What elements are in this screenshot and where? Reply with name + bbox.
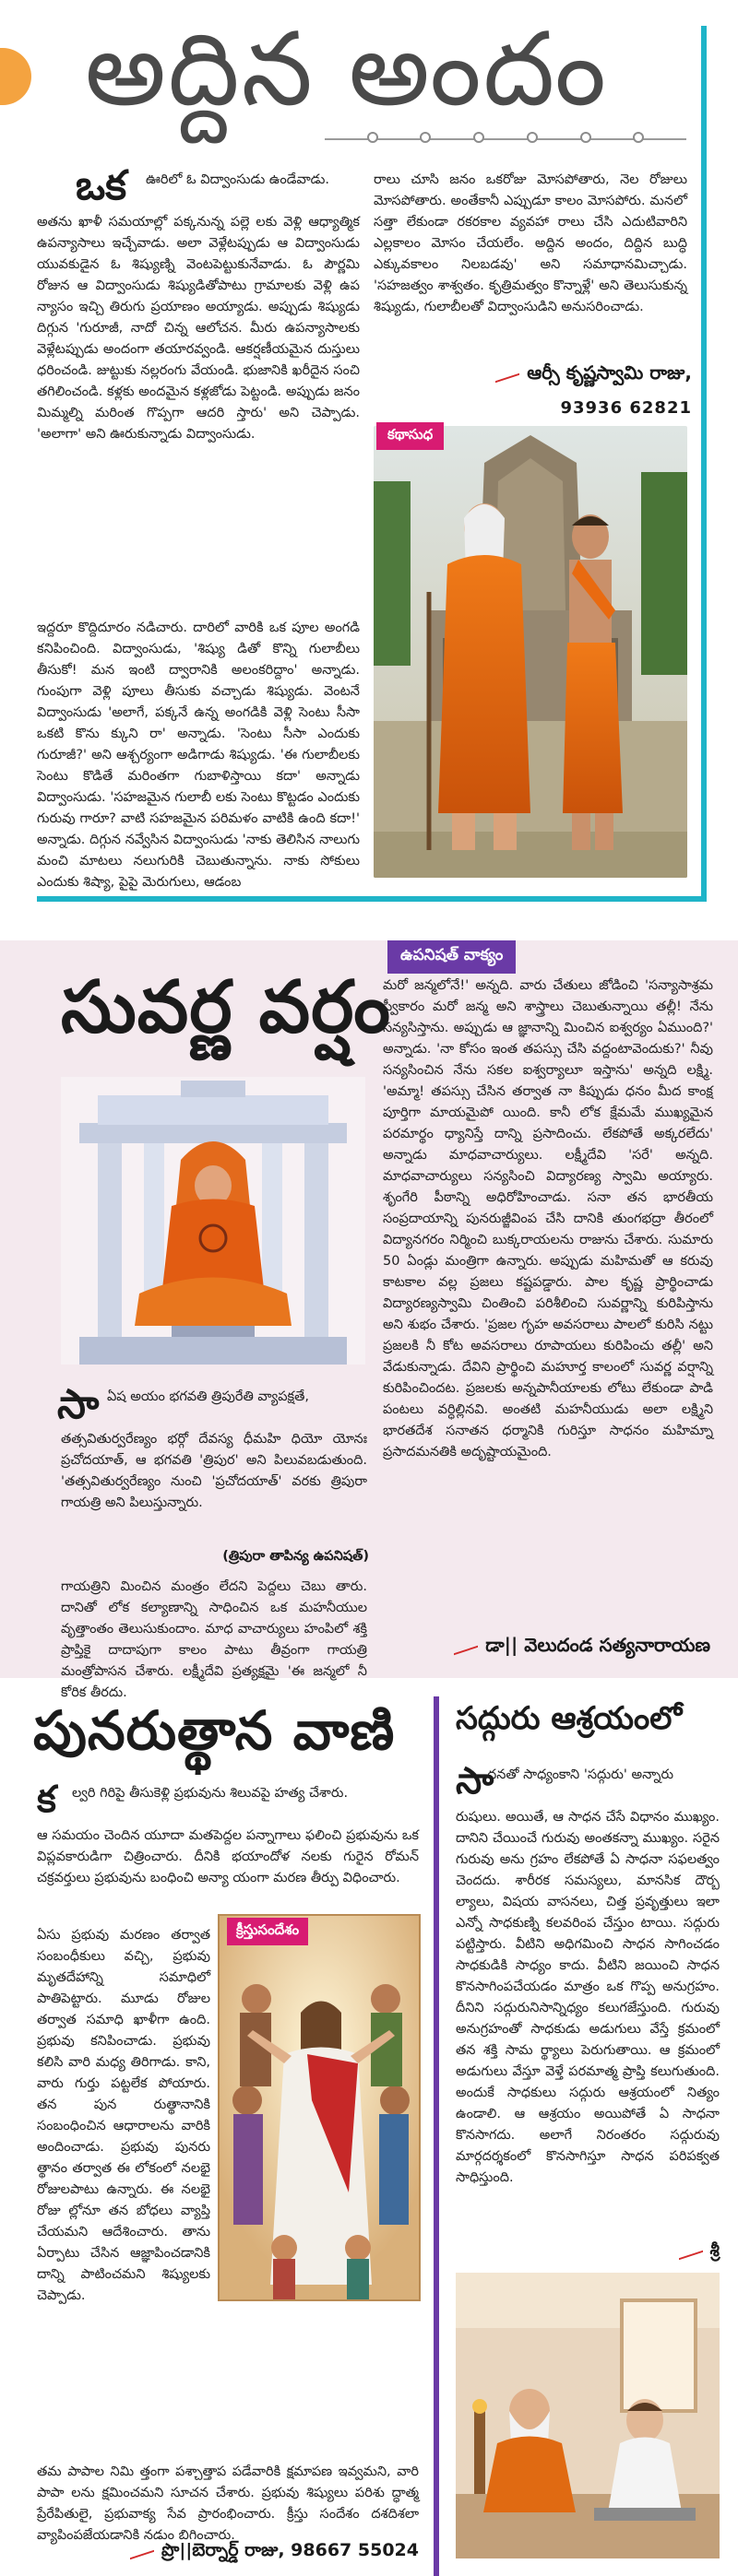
pen-icon xyxy=(495,362,519,383)
temple-scene-svg xyxy=(374,426,687,878)
article2-col1: తత్సవితుర్వరేణ్యం భర్గో దేవస్య ధీమహి ధియో యోనః ప్రచోదయాత్, ఆ భగవతి 'త్రిపుర' అని పిలువబడుతుంది. 'తత్సవితుర్వరేణ్యం నుంచి 'ప్రచోదయాత్' వరకు త్రిపురా గాయత్రి అని పిలుస్తున్నారు. xyxy=(61,1432,372,1510)
title-rule-dots xyxy=(325,132,686,143)
article1-col1: అతను ఖాళీ సమయాల్లో పక్కనున్న పల్లె లకు వెళ్లి ఆధ్యాత్మిక ఉపన్యాసాలు ఇచ్చేవాడు. అలా వెళ్లేటప్పుడు ఆ విద్వాంసుడు యువకుడైన ఓ శిష్యుణ్ని వెంటపెట్టుకునేవాడు. ఓ పౌర్ణమి రోజున ఆ విద్వాంసుడు శిష్యుడితోపాటు గ్రామాలకు వెళ్లి ఉప న్యాసం ఇచ్చి తిరుగు ప్రయాణం అయ్యాడు. అప్పుడు శిష్యుడు దిగ్గున 'గురూజీ, నాదో చిన్న ఆలోచన. మీరు ఉపన్యాసాలకు వెళ్లేటప్పుడు అందంగా తయారవ్వండి. ఆకర్షణీయమైన దుస్తులు ధరించండి. జుట్టుకు నల్లరంగు వేయండి. భుజానికి ఖరీదైన సంచి తగిలించండి. కళ్లకు అందమైన కళ్లజోడు పెట్టండి. అప్పుడు జనం మిమ్మల్ని మరింత గొప్పగా ఆదరి స్తారు' అని చెప్పాడు. 'అలాగా' అని ఊరుకున్నాడు విద్వాంసుడు. xyxy=(37,215,364,442)
teal-frame-right xyxy=(701,26,707,902)
article3-column: ఏసు ప్రభువు మరణం తర్వాత సంబంధీకులు వచ్చి, ప్రభువు మృతదేహాన్ని సమాధిలో పాతిపెట్టారు. మూడు రోజుల తర్వాత సమాధి ఖాళీగా ఉంది. ప్రభువు కనిపించాడు. ప్రభువు కలిసి వారి మధ్య తిరిగాడు. కాని, వారు గుర్తు పట్టలేక పోయారు. తన పున రుత్థానానికి సంబంధించిన ఆధారాలను వారికి అందించాడు. ప్రభువు పునరు త్థానం తర్వాత ఈ లోకంలో నలభై రోజులపాటు ఉన్నారు. ఈ నలభై రోజు ల్లోనూ తన బోధలు వ్యాప్తి చేయమని ఆదేశించారు. తాను ఏర్పాటు చేసిన ఆజ్ఞాపించడానికి దాన్ని పాటించమని శిష్యులకు చెప్పాడు. xyxy=(37,1928,215,2303)
rule-dot xyxy=(527,132,538,143)
goddess-illustration xyxy=(61,1077,365,1365)
rule-dot xyxy=(473,132,484,143)
article-punarutthana-vani xyxy=(0,1696,429,2576)
article4-author xyxy=(456,2240,720,2265)
drop-cap: ఒక xyxy=(76,162,127,209)
rule-dot xyxy=(580,132,591,143)
article4-first-line: ధనతో సాధ్యంకాని 'సద్గురు' అన్నారు xyxy=(487,1767,674,1782)
author-name: ప్రొ||బెర్నార్డ్ రాజు, 98667 55024 xyxy=(161,2540,419,2560)
article3-closing: తమ పాపాల నిమి త్తంగా పశ్చాత్తాప పడేవారికి క్షమాపణ ఇవ్వమని, వారి పాపా లను క్షమించమని సూచన చేశారు. ప్రభువు శిష్యులు పరిశు ద్ధాత్మ ప్రేరేపితులై, ప్రభువాక్య సేవ ప్రారంభించారు. క్రీస్తు సందేశం దశదిశలా వ్యాపింపజేయడానికి నడుం బిగించారు. xyxy=(37,2464,423,2543)
pen-icon xyxy=(454,1635,478,1655)
article2-source: (త్రిపురా తాపిన్య ఉపనిషత్) xyxy=(222,1549,369,1564)
teal-frame-bottom xyxy=(37,896,707,902)
article1-col2: రాలు చూసి జనం ఒకరోజు మోసపోతారు, నెల రోజులు మోసపోతారు. అంతేకానీ ఎప్పుడూ కాలం మోసపోరు. మనలో సత్తా లేకుండా రకరకాల వ్యవహా రాలు చేసి ఎదుటివారిని ఎల్లకాలం మోసం చేయలేం. అద్దిన అందం, దిద్దిన బుద్ధి ఎక్కువకాలం నిలబడవు' అని సమాధానమిచ్చాడు. 'సహజత్వం శాశ్వతం. కృత్రిమత్వం కొన్నాళ్లే' అని తెలుసుకున్న శిష్యుడు, గులాబీలతో విద్వాంసుడిని అనుసరించాడు. xyxy=(374,172,692,314)
author-name: శ్రీ xyxy=(709,2240,720,2261)
rule-dot xyxy=(367,132,378,143)
pen-icon xyxy=(130,2539,154,2559)
author-name: డా|| వెలుదండ సత్యనారాయణ xyxy=(485,1634,710,1656)
article4-body: రుషులు. అయితే, ఆ సాధన చేసే విధానం ముఖ్యం. దానిని చేయించే గురువు అంతకన్నా ముఖ్యం. సరైన గురువు అను గ్రహం లేకపోతే ఏ సాధనా సఫలత్వం చెందదు. శారీరక సమస్యలు, మానసిక దౌర్బ ల్యాలు, విషయ వాసనలు, చిత్త ప్రవృత్తులు ఇలా ఎన్నో సాధకుణ్ని కలవరింప చేస్తుం టాయి. సద్గురు పట్టిస్తారు. వీటిని అధిగమించి సాధన సాగించడం సాధకుడికి సాధ్యం కాదు. వీటిని జయించి సాధన కొనసాగింపచేయడం మాత్రం ఒక గొప్ప అనుగ్రహం. దీనిని సద్గురునిసాన్నిధ్యం కలుగజేస్తుంది. గురువు అనుగ్రహంతో సాధకుడు అడుగులు వేస్తే క్రమంలో తన శక్తి సామ ర్థ్యాలు పెరుగుతాయి. ఆ క్రమంలో అడుగులు వేస్తూ వెళ్తే పరమాత్మ ప్రాప్తి కలుగుతుంది. అందుకే సాధకులు సద్గురు ఆశ్రయంలో నిత్యం ఉండాలి. ఆ ఆశ్రయం అయిపోతే ఏ సాధనా కొనసాగదు. అలాగే నిరంతరం సద్గురువు మార్గదర్శకంలో కొనసాగిస్తూ సాధన పరిపక్వత సాధిస్తుంది. xyxy=(456,1810,724,2185)
article4-title: సద్గురు ఆశ్రయంలో xyxy=(456,1700,683,1737)
rule-dot xyxy=(633,132,644,143)
resurrection-scene-svg xyxy=(220,1916,421,2301)
drop-cap: క xyxy=(37,1778,56,1821)
meditation-room-svg xyxy=(456,2273,720,2558)
article-addina-andam xyxy=(0,0,738,908)
drop-cap: సా xyxy=(57,1381,100,1428)
article2-author xyxy=(387,1634,710,1660)
pen-icon xyxy=(679,2239,703,2260)
article1-col1-part2: ఇద్దరూ కొద్దిదూరం నడిచారు. దారిలో వారికి ఒక పూల అంగడి కనిపించింది. విద్వాంసుడు, 'శిష్యు డితో కొన్ని గులాబీలు తీసుకో! మన ఇంటి ద్వారానికి అలంకరిద్దాం' అన్నాడు. గుంపుగా వెళ్లి పూలు తీసుకు వచ్చాడు శిష్యుడు. వెంటనే విద్వాంసుడు 'అలాగే, పక్కనే ఉన్న అంగడికి వెళ్లి సెంటు సీసా ఒకటి కొను క్కుని రా' అన్నాడు. 'సెంటు సీసా ఎందుకు గురూజీ?' అని ఆశ్చర్యంగా అడిగాడు శిష్యుడు. 'ఈ గులాబీలకు సెంటు కొడితే మరింతగా గుబాళిస్తాయి కదా' అన్నాడు విద్వాంసుడు. 'సహజమైన గులాబీ లకు సెంటు కొట్టడం ఎందుకు గురువు గారూ? వాటి సహజమైన పరిమళం వాటికి ఉంది కదా!' అన్నాడు. దిగ్గున నవ్వేసిన విద్వాంసుడు 'నాకు తెలిసిన నాలుగు మంచి మాటలు నలుగురికి చెబుతున్నాను. నాకు సోకులు ఎందుకు శిష్యా, పైపై మెరుగులు, ఆడంబ xyxy=(37,620,364,890)
article2-col1-part2: గాయత్రిని మించిన మంత్రం లేదని పెద్దలు చెబు తారు. దానితో లోక కల్యాణాన్ని సాధించిన ఒక మహనీయుల వృత్తాంతం తెలుసుకుందాం. మాధ వాచార్యులు హంపిలో శక్తి ప్రాప్తికై దాదాపుగా కాలం పాటు తీవ్రంగా గాయత్రి మంత్రోపాసన చేశారు. లక్ష్మీదేవి ప్రత్యక్షమై 'ఈ జన్మలో నీ కోరిక తీరదు. xyxy=(61,1579,372,1700)
rule-dot xyxy=(420,132,431,143)
article3-title: పునరుత్థాన వాణి xyxy=(33,1699,396,1762)
article3-intro: ఆ సమయం చెందిన యూదా మతపెద్దల పన్నాగాలు ఫలించి ప్రభువును ఒక విప్లవకారుడిగా చిత్రించారు. దీనికి భయాందోళ నలకు గురైన రోమన్ చక్రవర్తులు ప్రభువును బంధించి అన్యా యంగా మరణ తీర్పు విధించారు. xyxy=(37,1828,423,1885)
article1-author xyxy=(461,361,692,388)
author-name: ఆర్సీ కృష్ణస్వామి రాజు, xyxy=(527,361,692,384)
article1-first-line: ఊరిలో ఓ విద్వాంసుడు ఉండేవాడు. xyxy=(146,172,330,187)
article-suvarna-varsham xyxy=(0,940,738,1700)
drop-cap: సా xyxy=(456,1760,494,1802)
article1-phone: 93936 62821 xyxy=(560,398,692,418)
article1-title: అద్దిన అందం xyxy=(85,10,609,128)
article-sadguru-ashrayamlo xyxy=(434,1696,738,2576)
sage-and-disciple-illustration xyxy=(374,426,687,878)
article2-first-line: ఏష అయం భగవతి త్రిపురేతి వ్యాపక్షతే, xyxy=(107,1389,310,1404)
article3-author xyxy=(37,2540,419,2565)
guru-and-seeker-illustration xyxy=(456,2273,720,2558)
mandapam-goddess-svg xyxy=(61,1077,365,1365)
jesus-illustration xyxy=(218,1914,421,2301)
article3-first-line: ల్వరి గిరిపై తీసుకెళ్లి ప్రభువును శిలువపై హత్య చేశారు. xyxy=(72,1786,349,1801)
section-tag-upanishad: ఉపనిషత్ వాక్యం xyxy=(387,940,516,974)
section-tag-kathasudha: కథాసుధ xyxy=(376,422,444,450)
section-tag-kreestu-sandesam: క్రీస్తుసందేశం xyxy=(227,1918,308,1945)
article2-title: సువర్ణ వర్షం xyxy=(61,966,391,1049)
orange-accent-tab xyxy=(0,48,31,105)
article2-col2: మరో జన్మలోనే!' అన్నది. వారు చేతులు జోడించి 'సన్యాసాశ్రమ స్వీకారం మరో జన్మ అని శాస్త్రాలు చెబుతున్నాయి తల్లీ! నేను సన్యసిస్తాను. అప్పుడు ఆ జ్ఞానాన్ని మించిన ఐశ్వర్యం ఏముంది?' అన్నాడు. 'నా కోసం ఇంత తపస్సు చేసి వద్దంటావెందుకు?' నీవు సన్యసించిన నేను సకల ఐశ్వర్యాలూ ఇస్తాను' అన్నది లక్ష్మి. 'అమ్మా! తపస్సు చేసిన తర్వాత నా కిప్పుడు ధనం మీద కాంక్ష పూర్తిగా మాయమైపో యింది. కానీ లోక క్షేమమే ముఖ్యమైన పరమార్థం ధ్యానిస్తే దాన్ని ప్రసాదించు. లేకపోతే అక్కరలేదు' అన్నాడు మాధవాచార్యులు. లక్ష్మీదేవి 'సరే' అన్నది. మాధవాచార్యులు సన్యసించి విద్యారణ్య స్వామి అయ్యారు. శృంగేరి పీఠాన్ని అధిరోహించాడు. సనా తన భారతీయ సంప్రదాయాన్ని పునరుజ్జీవింప చేసి దానికి తుంగభద్రా తీరంలో విద్యానగరం నిర్మించి బుక్కరాయలను రాజును చేశారు. సుమారు 50 ఏండ్లు మంత్రిగా ఉన్నారు. అప్పుడు మహిమతో ఆ కరువు కాటకాల వల్ల ప్రజలు కష్టపడ్డారు. పాల కృష్ణ ప్రార్థించాడు విద్యారణ్యస్వామి చింతించి పరిశీలించి సువర్ణాన్ని కురిపిస్తాను అని శుభం చేశారు. 'ప్రజల గృహ అవసరాలు పాలలో కురిసి నట్టు ప్రజలకి నీ కోట అవసరాలు రూపాయలు కురిపించు తల్లీ' అని వేడుకున్నాడు. దేవిని ప్రార్థించి మహూర్త కాలంలో సువర్ణ వర్షాన్ని కురిపించిందట. ప్రజలకు అన్నపానీయాలకు లోటు లేకుండా పాడి పంటలు వర్ధిల్లినవి. అంతటి మహనీయుడు అలా లక్ష్మిని భారతదేశ సనాతన ధర్మానికి గురిస్తూ సాధనం మహిమ్నా ప్రసాదమనతికి అదృష్టాయమైంది. xyxy=(383,978,718,1459)
